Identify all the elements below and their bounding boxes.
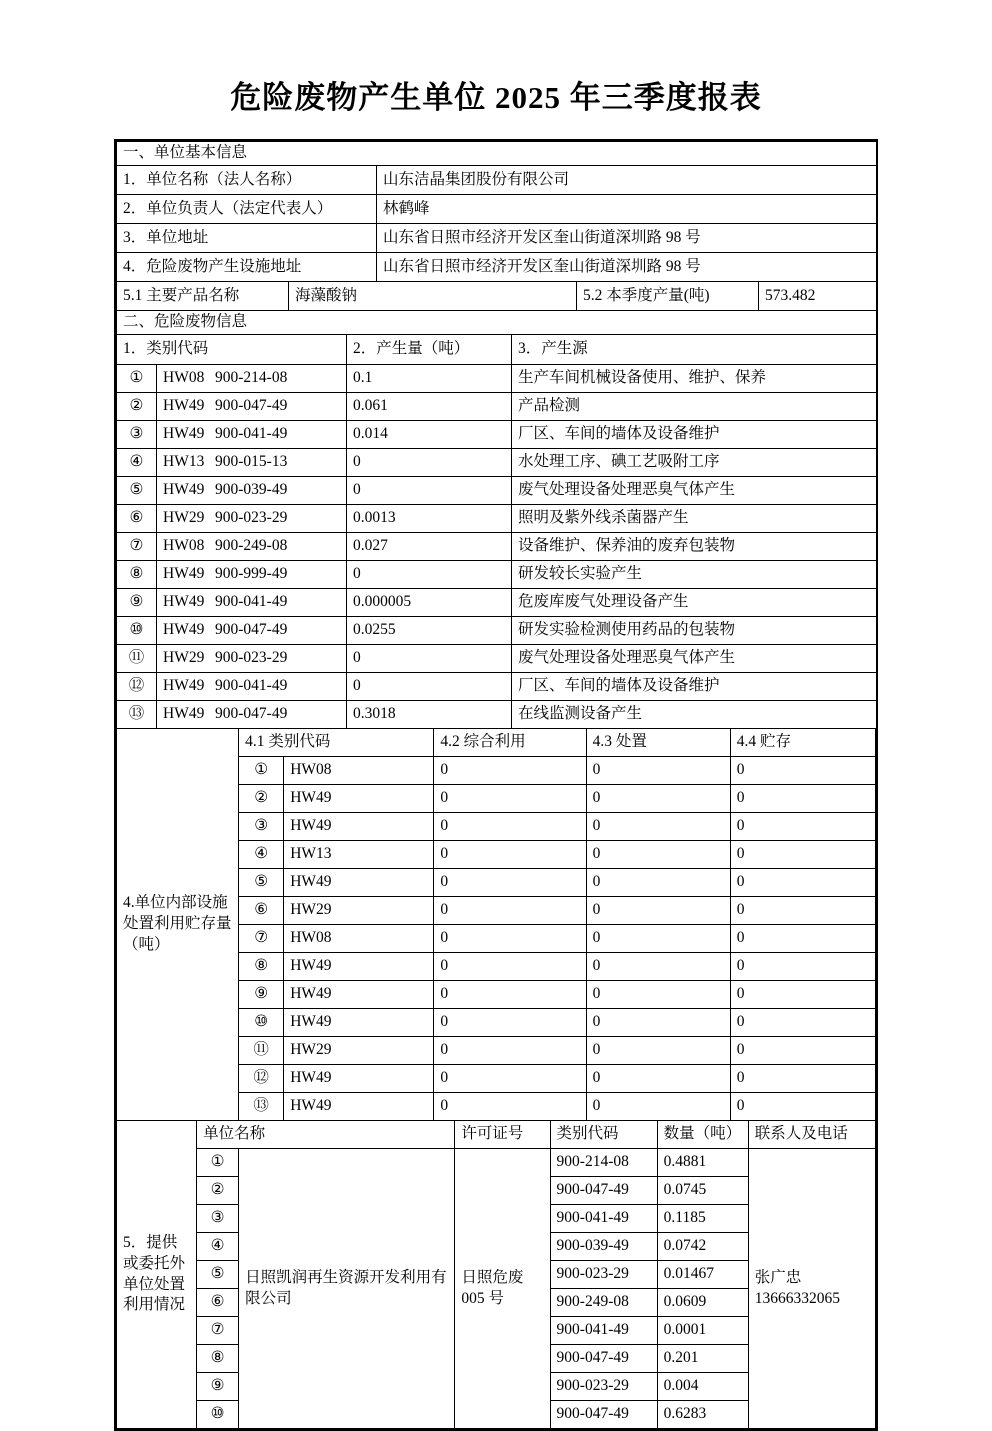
store-cell: 0 bbox=[730, 953, 875, 981]
waste-code bbox=[157, 365, 347, 393]
facility-address-value: 山东省日照市经济开发区奎山街道深圳路 98 号 bbox=[377, 253, 877, 282]
table-row bbox=[117, 166, 877, 195]
amount-cell: 0 bbox=[347, 673, 512, 701]
amount-cell: 0.027 bbox=[347, 533, 512, 561]
store-cell: 0 bbox=[730, 841, 875, 869]
code-number: 900-039-49 bbox=[215, 481, 288, 499]
row-number: ④ bbox=[117, 449, 157, 477]
waste-code: HW49 bbox=[284, 785, 434, 813]
dispose-cell: 0 bbox=[586, 1037, 730, 1065]
section4-label: 4.单位内部设施处置利用贮存量（吨） bbox=[117, 729, 239, 1121]
code-number: 900-015-13 bbox=[215, 453, 288, 471]
waste-code bbox=[157, 477, 347, 505]
source-cell: 在线监测设备产生 bbox=[512, 701, 877, 729]
table-row bbox=[117, 421, 877, 449]
use-cell: 0 bbox=[434, 841, 586, 869]
product-name-label: 5.1 主要产品名称 bbox=[117, 282, 289, 311]
waste-code: HW29 bbox=[284, 1037, 434, 1065]
table-row bbox=[117, 589, 877, 617]
table-row bbox=[117, 1149, 876, 1177]
amount-cell: 0.01467 bbox=[657, 1261, 748, 1289]
quarter-output-value: 573.482 bbox=[759, 282, 877, 311]
facility-address-label: 4．危险废物产生设施地址 bbox=[117, 253, 377, 282]
source-cell: 厂区、车间的墙体及设备维护 bbox=[512, 673, 877, 701]
store-cell: 0 bbox=[730, 1037, 875, 1065]
store-cell: 0 bbox=[730, 813, 875, 841]
waste-code bbox=[157, 421, 347, 449]
col-header-amount: 数量（吨） bbox=[657, 1121, 748, 1149]
source-cell: 设备维护、保养油的废弃包装物 bbox=[512, 533, 877, 561]
unit-head-label: 2．单位负责人（法定代表人） bbox=[117, 195, 377, 224]
use-cell: 0 bbox=[434, 981, 586, 1009]
row-number: ⑧ bbox=[239, 953, 284, 981]
amount-cell: 0.0001 bbox=[657, 1317, 748, 1345]
table-row bbox=[117, 673, 877, 701]
amount-cell: 0.0255 bbox=[347, 617, 512, 645]
row-number: ⑩ bbox=[197, 1401, 239, 1429]
waste-code: HW08 bbox=[284, 925, 434, 953]
dispose-cell: 0 bbox=[586, 981, 730, 1009]
unit-head-value: 林鹤峰 bbox=[377, 195, 877, 224]
waste-code: 900-023-29 bbox=[550, 1373, 657, 1401]
store-cell: 0 bbox=[730, 925, 875, 953]
product-row bbox=[117, 282, 877, 311]
code-number: 900-214-08 bbox=[215, 369, 288, 387]
quarter-output-label: 5.2 本季度产量(吨) bbox=[577, 282, 759, 311]
amount-cell: 0.1185 bbox=[657, 1205, 748, 1233]
waste-code: HW49 bbox=[284, 981, 434, 1009]
waste-code: HW49 bbox=[284, 1065, 434, 1093]
row-number: ③ bbox=[117, 421, 157, 449]
source-cell: 研发较长实验产生 bbox=[512, 561, 877, 589]
hw-code: HW08 bbox=[163, 537, 205, 555]
source-cell: 危废库废气处理设备产生 bbox=[512, 589, 877, 617]
col-header-code: 1．类别代码 bbox=[117, 335, 347, 365]
hw-code: HW49 bbox=[163, 593, 205, 611]
hw-code: HW08 bbox=[163, 369, 205, 387]
waste-code: HW49 bbox=[284, 813, 434, 841]
source-cell: 生产车间机械设备使用、维护、保养 bbox=[512, 365, 877, 393]
dispose-cell: 0 bbox=[586, 897, 730, 925]
amount-cell: 0.000005 bbox=[347, 589, 512, 617]
table-row bbox=[117, 645, 877, 673]
hw-code: HW29 bbox=[163, 649, 205, 667]
table-row bbox=[117, 561, 877, 589]
contact-name: 张广忠 bbox=[754, 1268, 802, 1286]
row-number: ⑪ bbox=[239, 1037, 284, 1065]
table-row bbox=[117, 533, 877, 561]
contact-phone: 13666332065 bbox=[754, 1289, 841, 1307]
amount-cell: 0 bbox=[347, 561, 512, 589]
col-header-permit: 许可证号 bbox=[455, 1121, 550, 1149]
waste-code bbox=[157, 617, 347, 645]
waste-code bbox=[157, 449, 347, 477]
dispose-cell: 0 bbox=[586, 785, 730, 813]
section5-label: 5．提供或委托外单位处置利用情况 bbox=[117, 1121, 197, 1429]
waste-code bbox=[157, 393, 347, 421]
waste-code: 900-039-49 bbox=[550, 1233, 657, 1261]
hw-code: HW49 bbox=[163, 397, 205, 415]
col-header-code: 4.1 类别代码 bbox=[239, 729, 434, 757]
row-number: ⑦ bbox=[117, 533, 157, 561]
row-number: ⑥ bbox=[197, 1289, 239, 1317]
section2-column-header-row bbox=[117, 335, 877, 365]
col-header-company: 单位名称 bbox=[197, 1121, 455, 1149]
amount-cell: 0 bbox=[347, 645, 512, 673]
use-cell: 0 bbox=[434, 757, 586, 785]
contact-cell bbox=[748, 1149, 875, 1429]
code-number: 900-041-49 bbox=[215, 677, 288, 695]
use-cell: 0 bbox=[434, 1009, 586, 1037]
section2-table bbox=[116, 310, 877, 729]
store-cell: 0 bbox=[730, 869, 875, 897]
waste-code: 900-023-29 bbox=[550, 1261, 657, 1289]
row-number: ⑤ bbox=[197, 1261, 239, 1289]
waste-code bbox=[157, 533, 347, 561]
row-number: ⑩ bbox=[239, 1009, 284, 1037]
row-number: ⑬ bbox=[117, 701, 157, 729]
use-cell: 0 bbox=[434, 953, 586, 981]
waste-code bbox=[157, 701, 347, 729]
table-row bbox=[117, 224, 877, 253]
use-cell: 0 bbox=[434, 813, 586, 841]
hw-code: HW49 bbox=[163, 565, 205, 583]
amount-cell: 0.0013 bbox=[347, 505, 512, 533]
section4-column-header-row bbox=[117, 729, 876, 757]
row-number: ⑨ bbox=[197, 1373, 239, 1401]
code-number: 900-023-29 bbox=[215, 649, 288, 667]
amount-cell: 0.0742 bbox=[657, 1233, 748, 1261]
col-header-amount: 2．产生量（吨） bbox=[347, 335, 512, 365]
section2-header-row bbox=[117, 311, 877, 335]
table-row bbox=[117, 195, 877, 224]
row-number: ⑨ bbox=[117, 589, 157, 617]
row-number: ⑤ bbox=[117, 477, 157, 505]
waste-code bbox=[157, 673, 347, 701]
col-header-dispose: 4.3 处置 bbox=[586, 729, 730, 757]
dispose-cell: 0 bbox=[586, 1093, 730, 1121]
source-cell: 废气处理设备处理恶臭气体产生 bbox=[512, 645, 877, 673]
row-number: ① bbox=[239, 757, 284, 785]
section1-header: 一、单位基本信息 bbox=[117, 142, 877, 166]
waste-code: 900-041-49 bbox=[550, 1205, 657, 1233]
table-row bbox=[117, 365, 877, 393]
waste-code bbox=[157, 645, 347, 673]
section5-table bbox=[116, 1120, 876, 1429]
store-cell: 0 bbox=[730, 1093, 875, 1121]
hw-code: HW29 bbox=[163, 509, 205, 527]
source-cell: 产品检测 bbox=[512, 393, 877, 421]
row-number: ⑥ bbox=[117, 505, 157, 533]
amount-cell: 0.1 bbox=[347, 365, 512, 393]
use-cell: 0 bbox=[434, 1037, 586, 1065]
source-cell: 废气处理设备处理恶臭气体产生 bbox=[512, 477, 877, 505]
amount-cell: 0.061 bbox=[347, 393, 512, 421]
section1-table bbox=[116, 141, 877, 311]
waste-code: 900-047-49 bbox=[550, 1177, 657, 1205]
store-cell: 0 bbox=[730, 1009, 875, 1037]
amount-cell: 0.201 bbox=[657, 1345, 748, 1373]
store-cell: 0 bbox=[730, 757, 875, 785]
table-row bbox=[117, 477, 877, 505]
unit-name-label: 1．单位名称（法人名称） bbox=[117, 166, 377, 195]
section1-header-row bbox=[117, 142, 877, 166]
table-row bbox=[117, 253, 877, 282]
waste-code bbox=[157, 589, 347, 617]
amount-cell: 0.3018 bbox=[347, 701, 512, 729]
table-row bbox=[117, 701, 877, 729]
row-number: ⑫ bbox=[117, 673, 157, 701]
table-row bbox=[117, 617, 877, 645]
use-cell: 0 bbox=[434, 897, 586, 925]
code-number: 900-041-49 bbox=[215, 425, 288, 443]
row-number: ⑤ bbox=[239, 869, 284, 897]
amount-cell: 0.4881 bbox=[657, 1149, 748, 1177]
product-name-value: 海藻酸钠 bbox=[289, 282, 577, 311]
amount-cell: 0 bbox=[347, 449, 512, 477]
waste-code bbox=[157, 561, 347, 589]
report-table bbox=[114, 139, 878, 1431]
code-number: 900-047-49 bbox=[215, 621, 288, 639]
row-number: ② bbox=[239, 785, 284, 813]
row-number: ⑪ bbox=[117, 645, 157, 673]
source-cell: 厂区、车间的墙体及设备维护 bbox=[512, 421, 877, 449]
hw-code: HW49 bbox=[163, 677, 205, 695]
store-cell: 0 bbox=[730, 897, 875, 925]
code-number: 900-041-49 bbox=[215, 593, 288, 611]
row-number: ⑫ bbox=[239, 1065, 284, 1093]
waste-code: 900-047-49 bbox=[550, 1345, 657, 1373]
dispose-cell: 0 bbox=[586, 869, 730, 897]
hw-code: HW49 bbox=[163, 481, 205, 499]
amount-cell: 0 bbox=[347, 477, 512, 505]
amount-cell: 0.0609 bbox=[657, 1289, 748, 1317]
hw-code: HW13 bbox=[163, 453, 205, 471]
waste-code: HW49 bbox=[284, 869, 434, 897]
amount-cell: 0.014 bbox=[347, 421, 512, 449]
section2-header: 二、危险废物信息 bbox=[117, 311, 877, 335]
store-cell: 0 bbox=[730, 785, 875, 813]
col-header-code: 类别代码 bbox=[550, 1121, 657, 1149]
col-header-store: 4.4 贮存 bbox=[730, 729, 875, 757]
code-number: 900-249-08 bbox=[215, 537, 288, 555]
row-number: ④ bbox=[239, 841, 284, 869]
use-cell: 0 bbox=[434, 869, 586, 897]
hw-code: HW49 bbox=[163, 425, 205, 443]
row-number: ③ bbox=[197, 1205, 239, 1233]
row-number: ⑧ bbox=[117, 561, 157, 589]
dispose-cell: 0 bbox=[586, 925, 730, 953]
waste-code: 900-047-49 bbox=[550, 1401, 657, 1429]
waste-code: 900-041-49 bbox=[550, 1317, 657, 1345]
waste-code bbox=[157, 505, 347, 533]
waste-code: HW49 bbox=[284, 1009, 434, 1037]
waste-code: HW29 bbox=[284, 897, 434, 925]
amount-cell: 0.0745 bbox=[657, 1177, 748, 1205]
unit-address-value: 山东省日照市经济开发区奎山街道深圳路 98 号 bbox=[377, 224, 877, 253]
waste-code: 900-249-08 bbox=[550, 1289, 657, 1317]
use-cell: 0 bbox=[434, 1065, 586, 1093]
row-number: ⑨ bbox=[239, 981, 284, 1009]
row-number: ② bbox=[117, 393, 157, 421]
col-header-contact: 联系人及电话 bbox=[748, 1121, 875, 1149]
company-name-cell: 日照凯润再生资源开发利用有限公司 bbox=[239, 1149, 455, 1429]
amount-cell: 0.004 bbox=[657, 1373, 748, 1401]
hw-code: HW49 bbox=[163, 621, 205, 639]
row-number: ③ bbox=[239, 813, 284, 841]
section4-table bbox=[116, 728, 876, 1121]
code-number: 900-047-49 bbox=[215, 705, 288, 723]
store-cell: 0 bbox=[730, 1065, 875, 1093]
code-number: 900-023-29 bbox=[215, 509, 288, 527]
col-header-use: 4.2 综合利用 bbox=[434, 729, 586, 757]
row-number: ① bbox=[197, 1149, 239, 1177]
use-cell: 0 bbox=[434, 785, 586, 813]
hw-code: HW49 bbox=[163, 705, 205, 723]
waste-code: HW08 bbox=[284, 757, 434, 785]
unit-name-value: 山东洁晶集团股份有限公司 bbox=[377, 166, 877, 195]
table-row bbox=[117, 393, 877, 421]
page-title: 危险废物产生单位 2025 年三季度报表 bbox=[230, 80, 762, 115]
section5-column-header-row bbox=[117, 1121, 876, 1149]
dispose-cell: 0 bbox=[586, 1065, 730, 1093]
use-cell: 0 bbox=[434, 1093, 586, 1121]
code-number: 900-047-49 bbox=[215, 397, 288, 415]
unit-address-label: 3．单位地址 bbox=[117, 224, 377, 253]
row-number: ⑦ bbox=[197, 1317, 239, 1345]
row-number: ① bbox=[117, 365, 157, 393]
table-row bbox=[117, 449, 877, 477]
row-number: ⑩ bbox=[117, 617, 157, 645]
dispose-cell: 0 bbox=[586, 1009, 730, 1037]
source-cell: 研发实验检测使用药品的包装物 bbox=[512, 617, 877, 645]
amount-cell: 0.6283 bbox=[657, 1401, 748, 1429]
dispose-cell: 0 bbox=[586, 841, 730, 869]
waste-code: HW49 bbox=[284, 1093, 434, 1121]
source-cell: 水处理工序、碘工艺吸附工序 bbox=[512, 449, 877, 477]
col-header-source: 3．产生源 bbox=[512, 335, 877, 365]
table-row bbox=[117, 505, 877, 533]
dispose-cell: 0 bbox=[586, 953, 730, 981]
row-number: ② bbox=[197, 1177, 239, 1205]
waste-code: 900-214-08 bbox=[550, 1149, 657, 1177]
code-number: 900-999-49 bbox=[215, 565, 288, 583]
source-cell: 照明及紫外线杀菌器产生 bbox=[512, 505, 877, 533]
use-cell: 0 bbox=[434, 925, 586, 953]
waste-code: HW49 bbox=[284, 953, 434, 981]
dispose-cell: 0 bbox=[586, 813, 730, 841]
row-number: ⑬ bbox=[239, 1093, 284, 1121]
row-number: ④ bbox=[197, 1233, 239, 1261]
row-number: ⑦ bbox=[239, 925, 284, 953]
dispose-cell: 0 bbox=[586, 757, 730, 785]
waste-code: HW13 bbox=[284, 841, 434, 869]
store-cell: 0 bbox=[730, 981, 875, 1009]
permit-number-cell: 日照危废 005 号 bbox=[455, 1149, 550, 1429]
row-number: ⑧ bbox=[197, 1345, 239, 1373]
row-number: ⑥ bbox=[239, 897, 284, 925]
